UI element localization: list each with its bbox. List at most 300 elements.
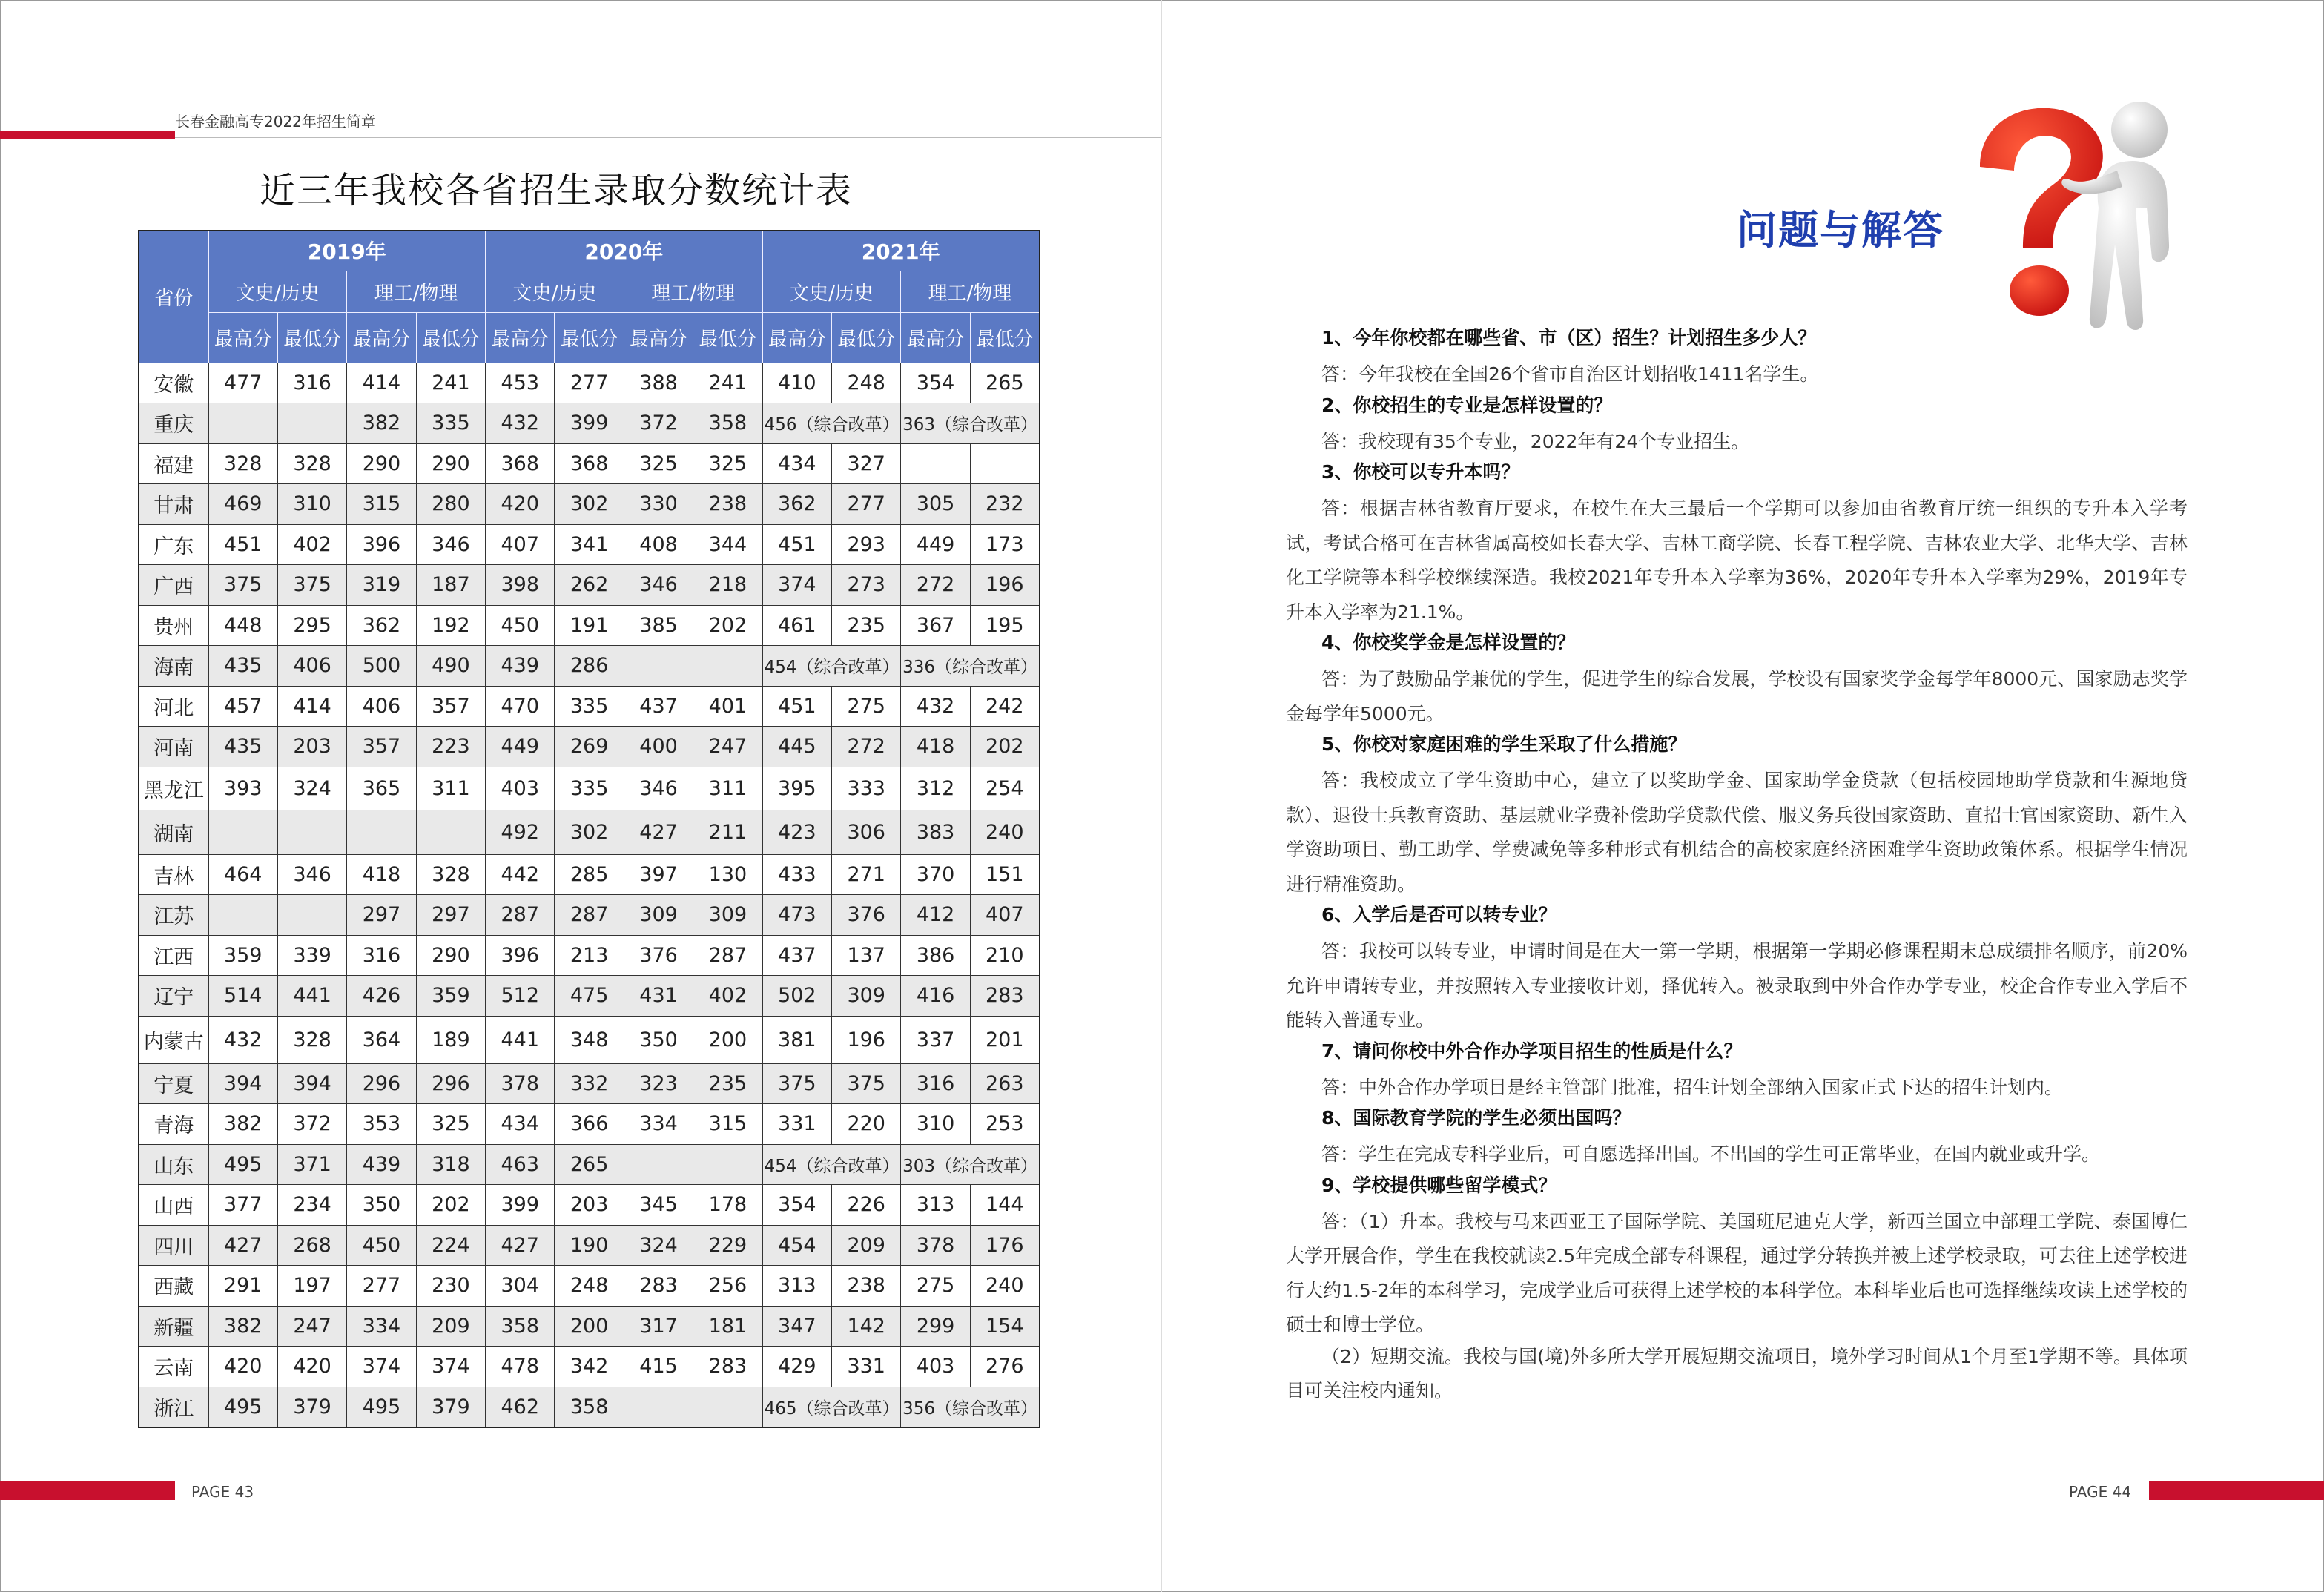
score-cell: 287 xyxy=(555,895,624,936)
score-cell: 451 xyxy=(208,524,277,565)
score-cell: 295 xyxy=(277,605,346,646)
score-cell: 290 xyxy=(416,935,485,976)
answer: 答：（1）升本。我校与马来西亚王子国际学院、美国班尼迪克大学，新西兰国立中部理工学院、泰国博仁大学开展合作，学生在我校就读2.5年完成全部专科课程，通过学分转换并被上述学校录取，可去往上述学校进行大约1.5-2年的本科学习，完成学业后可获得上述学校的本科学位。本科毕业后也可选择继续攻读上述学校的硕士和博士学位。 xyxy=(1286,1210,2188,1335)
score-header: 最高分 xyxy=(347,312,416,363)
score-cell: 272 xyxy=(901,565,970,606)
score-cell: 432 xyxy=(901,686,970,727)
question: 9、学校提供哪些留学模式？ xyxy=(1321,1174,1557,1196)
score-cell: 371 xyxy=(277,1144,346,1185)
score-cell: 359 xyxy=(208,935,277,976)
score-cell: 210 xyxy=(970,935,1039,976)
score-cell: 334 xyxy=(347,1306,416,1347)
province-cell: 江苏 xyxy=(139,895,208,936)
score-header: 最低分 xyxy=(277,312,346,363)
score-cell: 453 xyxy=(486,363,555,403)
score-cell: 426 xyxy=(347,976,416,1017)
score-cell: 449 xyxy=(901,524,970,565)
score-cell: 181 xyxy=(693,1306,762,1347)
score-cell: 315 xyxy=(693,1104,762,1145)
score-cell: 429 xyxy=(762,1347,831,1387)
province-cell: 河北 xyxy=(139,686,208,727)
province-cell: 福建 xyxy=(139,443,208,484)
score-cell: 370 xyxy=(901,854,970,895)
score-cell xyxy=(347,810,416,854)
score-cell: 477 xyxy=(208,363,277,403)
table-row xyxy=(139,484,1040,525)
score-cell: 402 xyxy=(277,524,346,565)
track-header: 文史/历史 xyxy=(762,271,901,312)
score-cell: 427 xyxy=(624,810,693,854)
question-mark-figure-icon xyxy=(1958,96,2195,341)
score-cell: 342 xyxy=(555,1347,624,1387)
footer-red-bar xyxy=(2149,1481,2324,1500)
score-cell: 137 xyxy=(832,935,901,976)
score-cell: 328 xyxy=(208,443,277,484)
score-cell: 374 xyxy=(762,565,831,606)
reform-score-cell: 454（综合改革） xyxy=(762,646,901,687)
table-row xyxy=(139,524,1040,565)
score-cell: 269 xyxy=(555,727,624,767)
score-cell: 416 xyxy=(901,976,970,1017)
score-cell: 441 xyxy=(277,976,346,1017)
score-cell: 495 xyxy=(208,1387,277,1427)
score-cell: 276 xyxy=(970,1347,1039,1387)
score-cell: 315 xyxy=(347,484,416,525)
score-cell: 374 xyxy=(416,1347,485,1387)
score-cell: 224 xyxy=(416,1225,485,1266)
score-cell: 378 xyxy=(486,1063,555,1104)
score-cell: 226 xyxy=(832,1185,901,1226)
score-cell: 332 xyxy=(555,1063,624,1104)
score-header: 最高分 xyxy=(208,312,277,363)
table-row xyxy=(139,1104,1040,1145)
score-cell: 364 xyxy=(347,1016,416,1063)
score-cell: 235 xyxy=(693,1063,762,1104)
score-cell: 410 xyxy=(762,363,831,403)
score-cell: 398 xyxy=(486,565,555,606)
score-cell: 334 xyxy=(624,1104,693,1145)
score-cell: 442 xyxy=(486,854,555,895)
score-cell: 316 xyxy=(901,1063,970,1104)
score-cell: 196 xyxy=(970,565,1039,606)
score-cell: 248 xyxy=(555,1266,624,1307)
question: 2、你校招生的专业是怎样设置的？ xyxy=(1321,394,1613,416)
province-cell: 湖南 xyxy=(139,810,208,854)
score-cell: 463 xyxy=(486,1144,555,1185)
score-cell: 478 xyxy=(486,1347,555,1387)
score-cell: 381 xyxy=(762,1016,831,1063)
year-header: 2019年 xyxy=(208,231,486,271)
score-cell: 437 xyxy=(624,686,693,727)
year-header: 2021年 xyxy=(762,231,1040,271)
score-cell: 403 xyxy=(486,767,555,810)
score-cell: 372 xyxy=(624,403,693,444)
score-cell: 502 xyxy=(762,976,831,1017)
score-cell xyxy=(624,1144,693,1185)
score-cell: 283 xyxy=(970,976,1039,1017)
score-cell: 283 xyxy=(693,1347,762,1387)
answer: 答：中外合作办学项目是经主管部门批准，招生计划全部纳入国家正式下达的招生计划内。 xyxy=(1321,1076,2064,1098)
score-cell: 312 xyxy=(901,767,970,810)
score-cell: 420 xyxy=(486,484,555,525)
province-cell: 云南 xyxy=(139,1347,208,1387)
page-spine xyxy=(1161,0,1162,1592)
score-cell: 310 xyxy=(277,484,346,525)
score-cell: 375 xyxy=(208,565,277,606)
score-cell: 469 xyxy=(208,484,277,525)
score-cell xyxy=(208,403,277,444)
reform-score-cell: 454（综合改革） xyxy=(762,1144,901,1185)
score-cell: 415 xyxy=(624,1347,693,1387)
score-cell: 317 xyxy=(624,1306,693,1347)
province-cell: 吉林 xyxy=(139,854,208,895)
footer-red-bar xyxy=(0,1481,175,1500)
score-cell: 358 xyxy=(486,1306,555,1347)
score-cell: 195 xyxy=(970,605,1039,646)
admission-score-table xyxy=(138,230,1040,1428)
score-cell: 344 xyxy=(693,524,762,565)
score-cell: 229 xyxy=(693,1225,762,1266)
score-cell: 427 xyxy=(208,1225,277,1266)
score-cell: 396 xyxy=(347,524,416,565)
score-header: 最高分 xyxy=(901,312,970,363)
score-cell: 325 xyxy=(624,443,693,484)
score-cell: 220 xyxy=(832,1104,901,1145)
score-cell: 280 xyxy=(416,484,485,525)
score-cell: 408 xyxy=(624,524,693,565)
score-cell xyxy=(624,646,693,687)
score-cell: 262 xyxy=(555,565,624,606)
score-cell: 450 xyxy=(347,1225,416,1266)
score-cell: 178 xyxy=(693,1185,762,1226)
score-cell: 316 xyxy=(347,935,416,976)
score-cell xyxy=(693,1144,762,1185)
score-header: 最低分 xyxy=(693,312,762,363)
table-row xyxy=(139,1306,1040,1347)
score-cell: 362 xyxy=(762,484,831,525)
province-cell: 河南 xyxy=(139,727,208,767)
score-cell: 290 xyxy=(347,443,416,484)
score-cell: 265 xyxy=(970,363,1039,403)
score-cell: 176 xyxy=(970,1225,1039,1266)
score-cell: 275 xyxy=(901,1266,970,1307)
score-cell: 291 xyxy=(208,1266,277,1307)
header-red-bar xyxy=(0,131,175,139)
score-cell: 346 xyxy=(624,767,693,810)
track-header: 理工/物理 xyxy=(624,271,762,312)
score-cell xyxy=(277,810,346,854)
score-cell xyxy=(624,1387,693,1427)
score-cell: 240 xyxy=(970,1266,1039,1307)
score-cell: 451 xyxy=(762,524,831,565)
province-cell: 重庆 xyxy=(139,403,208,444)
score-cell: 358 xyxy=(693,403,762,444)
score-cell: 328 xyxy=(277,443,346,484)
score-cell: 272 xyxy=(832,727,901,767)
score-cell: 385 xyxy=(624,605,693,646)
score-cell: 173 xyxy=(970,524,1039,565)
score-cell: 273 xyxy=(832,565,901,606)
province-cell: 浙江 xyxy=(139,1387,208,1427)
score-cell xyxy=(901,443,970,484)
track-header: 文史/历史 xyxy=(208,271,347,312)
score-cell: 435 xyxy=(208,646,277,687)
score-cell: 437 xyxy=(762,935,831,976)
score-cell: 431 xyxy=(624,976,693,1017)
score-cell: 304 xyxy=(486,1266,555,1307)
score-cell: 475 xyxy=(555,976,624,1017)
score-cell: 286 xyxy=(555,646,624,687)
score-cell xyxy=(208,810,277,854)
score-header: 最高分 xyxy=(624,312,693,363)
score-cell: 323 xyxy=(624,1063,693,1104)
score-header: 最高分 xyxy=(762,312,831,363)
score-cell: 277 xyxy=(347,1266,416,1307)
answer: 答：学生在完成专科学业后，可自愿选择出国。不出国的学生可正常毕业，在国内就业或升学。 xyxy=(1321,1143,2101,1165)
score-cell: 218 xyxy=(693,565,762,606)
score-cell: 461 xyxy=(762,605,831,646)
score-cell: 368 xyxy=(555,443,624,484)
score-cell: 462 xyxy=(486,1387,555,1427)
table-row xyxy=(139,1063,1040,1104)
qa-title: 问题与解答 xyxy=(1737,206,1944,254)
score-header: 最低分 xyxy=(832,312,901,363)
score-cell: 211 xyxy=(693,810,762,854)
table-row xyxy=(139,1347,1040,1387)
score-cell: 296 xyxy=(347,1063,416,1104)
reform-score-cell: 456（综合改革） xyxy=(762,403,901,444)
answer: 答：为了鼓励品学兼优的学生，促进学生的综合发展，学校设有国家奖学金每学年8000元、国家励志奖学金每学年5000元。 xyxy=(1286,668,2188,724)
score-cell: 328 xyxy=(277,1016,346,1063)
score-cell: 200 xyxy=(555,1306,624,1347)
score-cell: 283 xyxy=(624,1266,693,1307)
reform-score-cell: 465（综合改革） xyxy=(762,1387,901,1427)
score-cell: 427 xyxy=(486,1225,555,1266)
score-cell: 357 xyxy=(416,686,485,727)
score-cell: 328 xyxy=(416,854,485,895)
score-cell xyxy=(970,443,1039,484)
table-row xyxy=(139,565,1040,606)
score-cell: 379 xyxy=(416,1387,485,1427)
score-cell: 375 xyxy=(762,1063,831,1104)
province-cell: 内蒙古 xyxy=(139,1016,208,1063)
table-row xyxy=(139,363,1040,403)
score-cell: 418 xyxy=(901,727,970,767)
score-cell: 473 xyxy=(762,895,831,936)
province-cell: 广西 xyxy=(139,565,208,606)
qa-list xyxy=(1286,326,2188,1410)
score-cell: 238 xyxy=(693,484,762,525)
track-header: 文史/历史 xyxy=(486,271,624,312)
score-cell: 319 xyxy=(347,565,416,606)
score-cell: 346 xyxy=(277,854,346,895)
score-cell: 396 xyxy=(486,935,555,976)
score-cell: 365 xyxy=(347,767,416,810)
score-cell: 414 xyxy=(347,363,416,403)
score-cell: 400 xyxy=(624,727,693,767)
score-header: 最低分 xyxy=(416,312,485,363)
score-cell: 382 xyxy=(208,1306,277,1347)
score-cell: 197 xyxy=(277,1266,346,1307)
score-cell: 190 xyxy=(555,1225,624,1266)
score-cell: 309 xyxy=(624,895,693,936)
score-cell: 495 xyxy=(208,1144,277,1185)
score-cell: 448 xyxy=(208,605,277,646)
province-cell: 安徽 xyxy=(139,363,208,403)
score-cell: 350 xyxy=(347,1185,416,1226)
score-cell: 213 xyxy=(555,935,624,976)
score-cell: 268 xyxy=(277,1225,346,1266)
score-cell: 130 xyxy=(693,854,762,895)
score-cell: 399 xyxy=(555,403,624,444)
question: 7、请问你校中外合作办学项目招生的性质是什么？ xyxy=(1321,1040,1743,1062)
province-cell: 西藏 xyxy=(139,1266,208,1307)
score-cell: 299 xyxy=(901,1306,970,1347)
score-cell: 407 xyxy=(486,524,555,565)
score-cell: 386 xyxy=(901,935,970,976)
score-cell: 403 xyxy=(901,1347,970,1387)
score-cell: 297 xyxy=(416,895,485,936)
score-cell: 375 xyxy=(277,565,346,606)
score-cell xyxy=(277,895,346,936)
score-cell: 331 xyxy=(762,1104,831,1145)
score-cell: 235 xyxy=(832,605,901,646)
score-cell: 310 xyxy=(901,1104,970,1145)
reform-score-cell: 336（综合改革） xyxy=(901,646,1040,687)
score-cell: 337 xyxy=(901,1016,970,1063)
table-row xyxy=(139,767,1040,810)
score-cell: 420 xyxy=(277,1347,346,1387)
answer: 答：我校可以转专业，申请时间是在大一第一学期，根据第一学期必修课程期末总成绩排名顺序，前20%允许申请转专业，并按照转入专业接收计划，择优转入。被录取到中外合作办学专业，校企合作专业入学后不能转入普通专业。 xyxy=(1286,940,2188,1031)
reform-score-cell: 303（综合改革） xyxy=(901,1144,1040,1185)
province-cell: 新疆 xyxy=(139,1306,208,1347)
score-cell: 432 xyxy=(486,403,555,444)
score-cell: 445 xyxy=(762,727,831,767)
score-cell: 265 xyxy=(555,1144,624,1185)
score-cell: 287 xyxy=(693,935,762,976)
score-cell: 414 xyxy=(277,686,346,727)
score-cell: 358 xyxy=(555,1387,624,1427)
score-cell: 382 xyxy=(208,1104,277,1145)
reform-score-cell: 363（综合改革） xyxy=(901,403,1040,444)
score-cell: 277 xyxy=(832,484,901,525)
score-cell: 512 xyxy=(486,976,555,1017)
score-cell: 200 xyxy=(693,1016,762,1063)
score-cell: 388 xyxy=(624,363,693,403)
score-cell: 202 xyxy=(970,727,1039,767)
score-cell: 241 xyxy=(416,363,485,403)
score-cell: 247 xyxy=(277,1306,346,1347)
score-cell: 434 xyxy=(762,443,831,484)
answer: （2）短期交流。我校与国(境)外多所大学开展短期交流项目，境外学习时间从1个月至1学期不等。具体项目可关注校内通知。 xyxy=(1286,1345,2188,1401)
score-cell: 495 xyxy=(347,1387,416,1427)
province-cell: 山东 xyxy=(139,1144,208,1185)
score-cell: 514 xyxy=(208,976,277,1017)
table-row xyxy=(139,1266,1040,1307)
header-rule xyxy=(175,137,1161,138)
score-cell: 346 xyxy=(624,565,693,606)
score-cell: 324 xyxy=(624,1225,693,1266)
score-cell: 302 xyxy=(555,810,624,854)
score-cell: 241 xyxy=(693,363,762,403)
question: 4、你校奖学金是怎样设置的？ xyxy=(1321,632,1576,653)
score-cell: 354 xyxy=(901,363,970,403)
score-cell: 378 xyxy=(901,1225,970,1266)
score-cell: 412 xyxy=(901,895,970,936)
score-cell: 357 xyxy=(347,727,416,767)
score-cell: 316 xyxy=(277,363,346,403)
score-cell: 144 xyxy=(970,1185,1039,1226)
page-title: 近三年我校各省招生录取分数统计表 xyxy=(260,170,854,211)
table-row xyxy=(139,1016,1040,1063)
score-cell: 470 xyxy=(486,686,555,727)
score-cell: 367 xyxy=(901,605,970,646)
score-cell: 203 xyxy=(277,727,346,767)
score-cell: 313 xyxy=(901,1185,970,1226)
score-cell: 271 xyxy=(832,854,901,895)
score-cell: 375 xyxy=(832,1063,901,1104)
score-cell: 418 xyxy=(347,854,416,895)
score-cell: 202 xyxy=(693,605,762,646)
score-cell: 290 xyxy=(416,443,485,484)
score-cell: 368 xyxy=(486,443,555,484)
score-cell: 313 xyxy=(762,1266,831,1307)
table-row xyxy=(139,646,1040,687)
score-cell: 297 xyxy=(347,895,416,936)
score-cell: 451 xyxy=(762,686,831,727)
province-cell: 江西 xyxy=(139,935,208,976)
score-cell: 196 xyxy=(832,1016,901,1063)
question: 8、国际教育学院的学生必须出国吗？ xyxy=(1321,1107,1631,1129)
score-cell: 372 xyxy=(277,1104,346,1145)
score-cell: 441 xyxy=(486,1016,555,1063)
score-cell: 366 xyxy=(555,1104,624,1145)
score-cell: 248 xyxy=(832,363,901,403)
score-cell xyxy=(416,810,485,854)
score-cell xyxy=(693,646,762,687)
table-row xyxy=(139,854,1040,895)
score-cell: 230 xyxy=(416,1266,485,1307)
score-cell: 142 xyxy=(832,1306,901,1347)
score-header: 最高分 xyxy=(486,312,555,363)
province-cell: 黑龙江 xyxy=(139,767,208,810)
score-cell: 354 xyxy=(762,1185,831,1226)
score-cell: 376 xyxy=(624,935,693,976)
track-header: 理工/物理 xyxy=(347,271,486,312)
score-cell: 234 xyxy=(277,1185,346,1226)
score-cell: 492 xyxy=(486,810,555,854)
score-cell: 399 xyxy=(486,1185,555,1226)
table-row xyxy=(139,810,1040,854)
score-cell: 401 xyxy=(693,686,762,727)
score-cell: 500 xyxy=(347,646,416,687)
score-cell xyxy=(693,1387,762,1427)
table-row xyxy=(139,686,1040,727)
score-header: 最低分 xyxy=(970,312,1039,363)
score-cell: 335 xyxy=(555,686,624,727)
score-cell: 254 xyxy=(970,767,1039,810)
question: 5、你校对家庭困难的学生采取了什么措施？ xyxy=(1321,733,1687,755)
score-cell: 191 xyxy=(555,605,624,646)
score-cell: 377 xyxy=(208,1185,277,1226)
score-cell: 256 xyxy=(693,1266,762,1307)
answer: 答：我校现有35个专业，2022年有24个专业招生。 xyxy=(1321,430,1750,452)
table-row xyxy=(139,895,1040,936)
score-cell: 333 xyxy=(832,767,901,810)
score-cell: 242 xyxy=(970,686,1039,727)
score-cell: 347 xyxy=(762,1306,831,1347)
score-cell: 209 xyxy=(416,1306,485,1347)
